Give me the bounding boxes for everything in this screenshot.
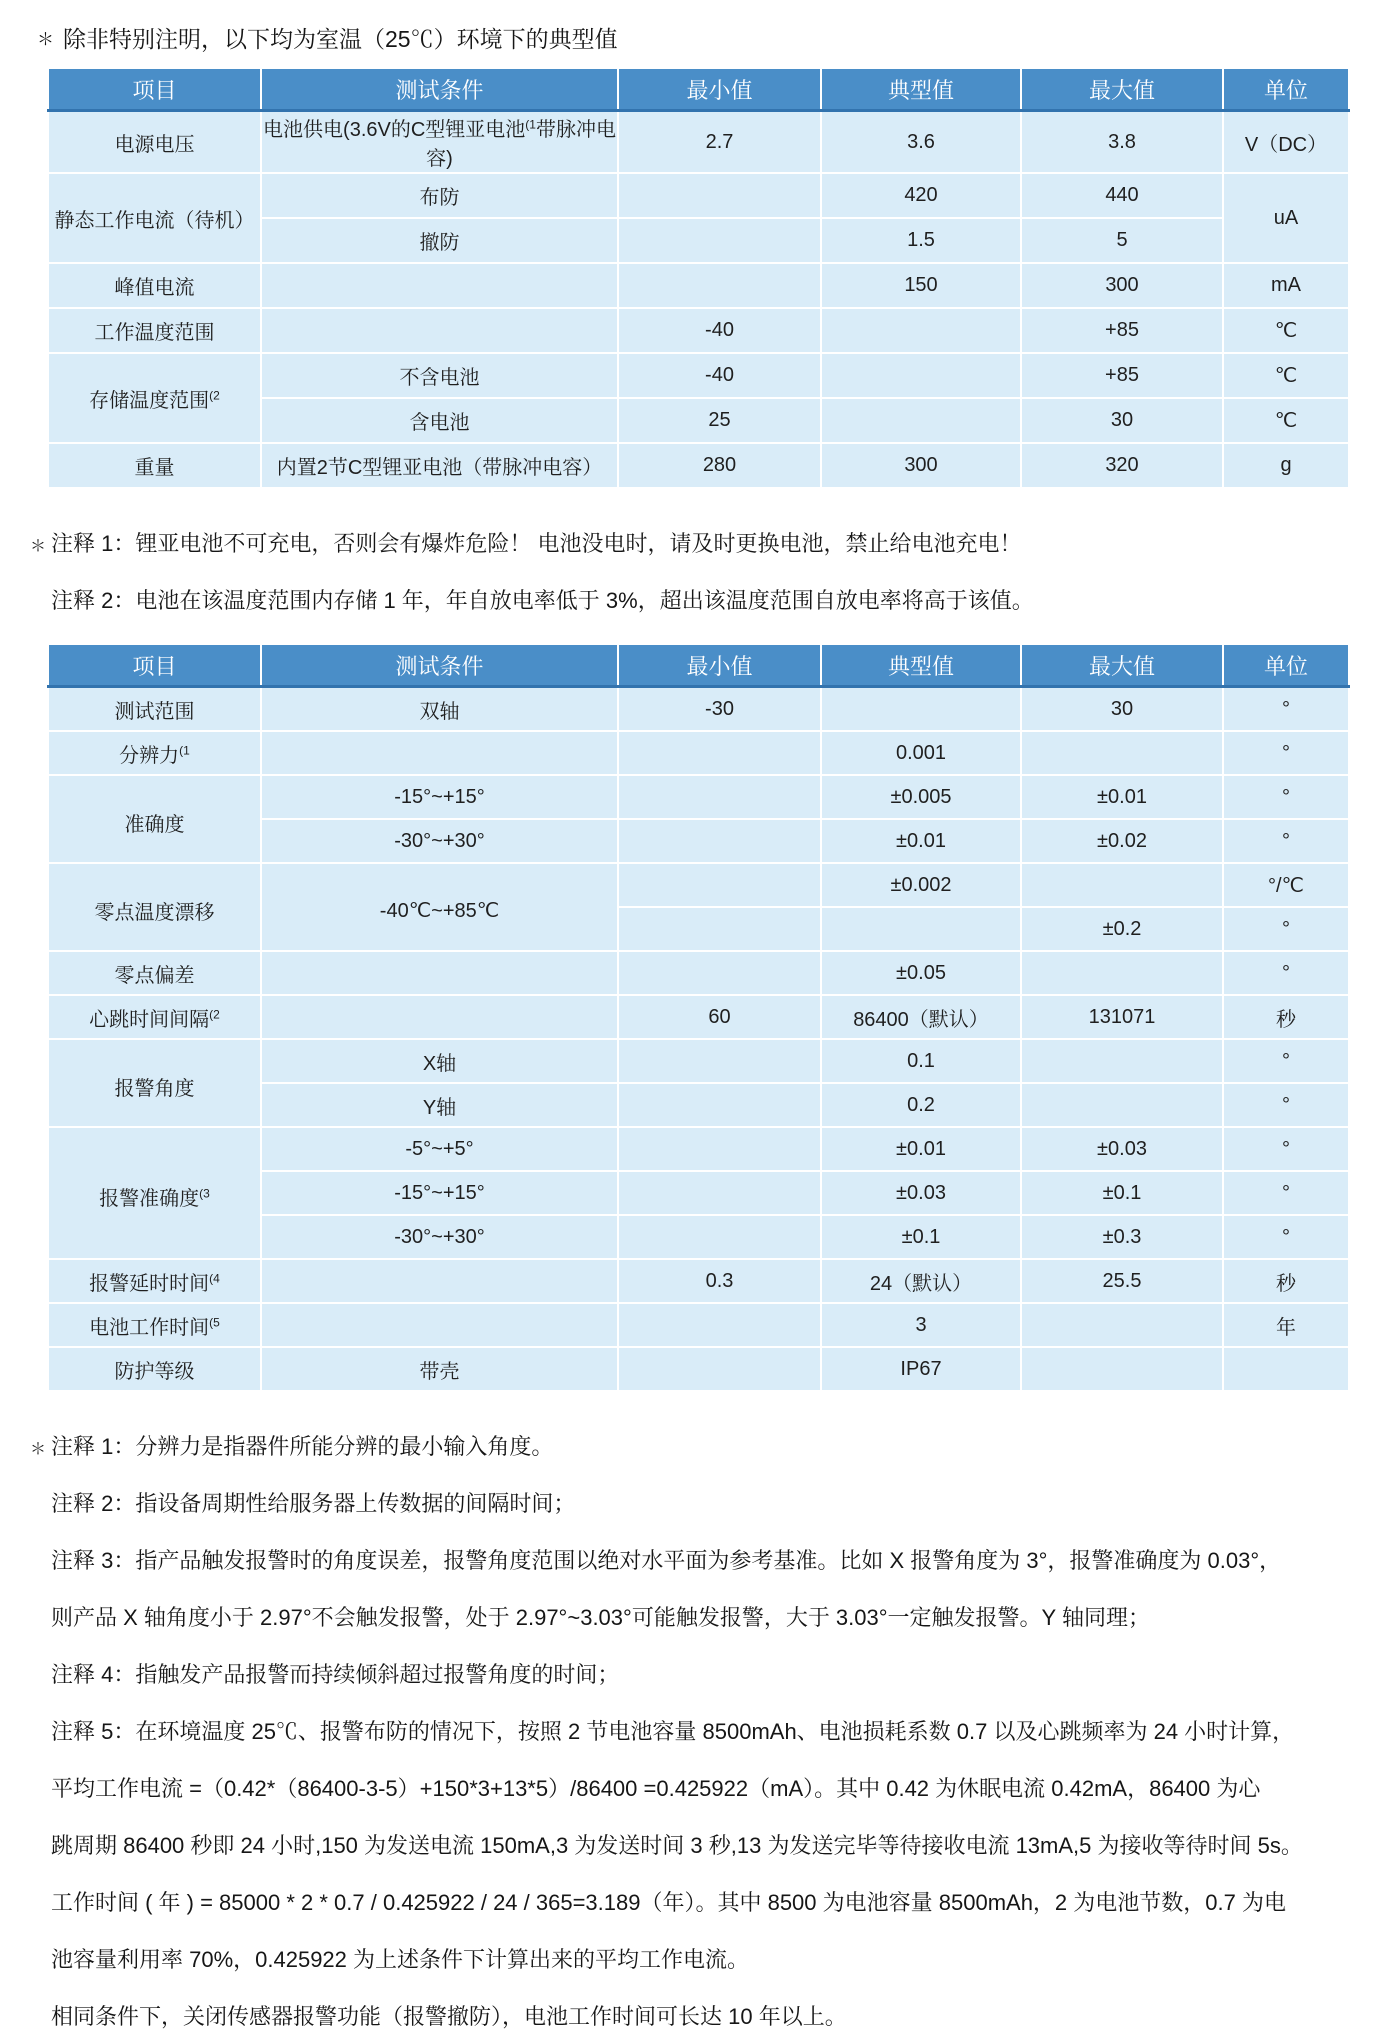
table-header-row	[48, 645, 1349, 687]
cell-cond	[261, 1259, 618, 1303]
cell-typ: 150	[821, 263, 1021, 308]
cell-min	[618, 1303, 821, 1347]
cell-min	[618, 1039, 821, 1083]
cell-item: 心跳时间间隔$^{(2}$	[48, 995, 261, 1039]
table-row	[48, 1347, 1349, 1391]
table-row	[48, 111, 1349, 174]
cell-cond	[261, 308, 618, 353]
cell-unit: °	[1223, 687, 1349, 732]
cell-unit: °/℃	[1223, 863, 1349, 907]
cell-unit: V（DC）	[1223, 111, 1349, 174]
note-line: 工作时间 ( 年 ) = 85000 * 2 * 0.7 / 0.425922 / 24 / 365=3.189（年）。其中 8500 为电池容量 8500mAh，2 为电池节数，0.7 为电	[51, 1890, 1286, 1915]
asterisk-mark: ＊	[30, 1441, 47, 1458]
note-line: 跳周期 86400 秒即 24 小时,150 为发送电流 150mA,3 为发送时间 3 秒,13 为发送完毕等待接收电流 13mA,5 为接收等待时间 5s。	[51, 1833, 1303, 1858]
cell-item: 重量	[48, 443, 261, 488]
table-row	[48, 775, 1349, 819]
cell-max	[1021, 863, 1223, 907]
mid-notes	[30, 531, 1400, 614]
note-line: 相同条件下，关闭传感器报警功能（报警撤防），电池工作时间可长达 10 年以上。	[51, 2004, 847, 2029]
cell-typ: 3.6	[821, 111, 1021, 174]
table-row	[48, 443, 1349, 488]
cell-unit: ℃	[1223, 353, 1349, 398]
cell-max: ±0.1	[1021, 1171, 1223, 1215]
table-row	[48, 731, 1349, 775]
cell-cond: -30°~+30°	[261, 819, 618, 863]
cell-min	[618, 951, 821, 995]
cell-cond	[261, 1303, 618, 1347]
cell-cond	[261, 995, 618, 1039]
cell-unit: °	[1223, 1171, 1349, 1215]
note-line: ＊ 注释 1：分辨力是指器件所能分辨的最小输入角度。	[51, 1434, 1400, 1460]
cell-max: 25.5	[1021, 1259, 1223, 1303]
cell-max	[1021, 1083, 1223, 1127]
angle-spec-table	[47, 645, 1350, 1392]
cell-unit: 年	[1223, 1303, 1349, 1347]
cell-unit: ℃	[1223, 308, 1349, 353]
cell-min	[618, 218, 821, 263]
cell-cond: -40℃~+85℃	[261, 863, 618, 951]
cell-max: 30	[1021, 398, 1223, 443]
cell-cond: -15°~+15°	[261, 775, 618, 819]
cell-max: 30	[1021, 687, 1223, 732]
cell-item: 电池工作时间$^{(5}$	[48, 1303, 261, 1347]
col-header-unit: 单位	[1223, 69, 1349, 111]
cell-unit: 秒	[1223, 995, 1349, 1039]
cell-max: ±0.01	[1021, 775, 1223, 819]
cell-typ: ±0.1	[821, 1215, 1021, 1259]
table-row	[48, 687, 1349, 732]
note-line: 注释 2：指设备周期性给服务器上传数据的间隔时间；	[51, 1491, 576, 1516]
cell-typ: ±0.01	[821, 819, 1021, 863]
cell-cond: X轴	[261, 1039, 618, 1083]
cell-max	[1021, 731, 1223, 775]
cell-cond: 含电池	[261, 398, 618, 443]
cell-cond: 不含电池	[261, 353, 618, 398]
cell-max: 300	[1021, 263, 1223, 308]
cell-min: -40	[618, 308, 821, 353]
col-header-min: 最小值	[618, 69, 821, 111]
cell-max: +85	[1021, 308, 1223, 353]
note-line: 注释 3：指产品触发报警时的角度误差，报警角度范围以绝对水平面为参考基准。比如 X 报警角度为 3°，报警准确度为 0.03°，	[51, 1548, 1282, 1573]
cell-min	[618, 775, 821, 819]
cell-unit	[1223, 1347, 1349, 1391]
cell-cond	[261, 263, 618, 308]
cell-typ	[821, 353, 1021, 398]
col-header-typical: 典型值	[821, 69, 1021, 111]
cell-unit: 秒	[1223, 1259, 1349, 1303]
cell-cond: 电池供电(3.6V的C型锂亚电池$^{(1}$带脉冲电容)	[261, 111, 618, 174]
cell-min: 25	[618, 398, 821, 443]
cell-max	[1021, 1039, 1223, 1083]
col-header-condition: 测试条件	[261, 69, 618, 111]
cell-max: ±0.03	[1021, 1127, 1223, 1171]
cell-typ: IP67	[821, 1347, 1021, 1391]
cell-item: 电源电压	[48, 111, 261, 174]
cell-unit: °	[1223, 1083, 1349, 1127]
cell-unit: °	[1223, 907, 1349, 951]
table-row	[48, 951, 1349, 995]
cell-max: 131071	[1021, 995, 1223, 1039]
table-row	[48, 995, 1349, 1039]
cell-cond: 布防	[261, 173, 618, 218]
table-row	[48, 173, 1349, 218]
cell-typ: 1.5	[821, 218, 1021, 263]
cell-item: 分辨力$^{(1}$	[48, 731, 261, 775]
table-row	[48, 308, 1349, 353]
cell-max	[1021, 1303, 1223, 1347]
col-header-item: 项目	[48, 645, 261, 687]
cell-typ: ±0.002	[821, 863, 1021, 907]
cell-typ: 0.2	[821, 1083, 1021, 1127]
cell-min	[618, 731, 821, 775]
table-row	[48, 1127, 1349, 1171]
cell-unit: °	[1223, 1215, 1349, 1259]
cell-max: ±0.3	[1021, 1215, 1223, 1259]
cell-unit: °	[1223, 951, 1349, 995]
cell-unit: °	[1223, 1127, 1349, 1171]
cell-typ: 300	[821, 443, 1021, 488]
cell-min	[618, 1171, 821, 1215]
footnote-marker: (4	[209, 1270, 220, 1285]
cell-min	[618, 907, 821, 951]
cell-item: 防护等级	[48, 1347, 261, 1391]
cell-item: 报警延时时间$^{(4}$	[48, 1259, 261, 1303]
cell-typ: 420	[821, 173, 1021, 218]
top-note-text: 除非特别注明，以下均为室温（25℃）环境下的典型值	[63, 26, 618, 52]
col-header-item: 项目	[48, 69, 261, 111]
table-header-row	[48, 69, 1349, 111]
cell-cond: 双轴	[261, 687, 618, 732]
footnote-marker: (1	[179, 742, 190, 757]
cell-min	[618, 263, 821, 308]
cell-min	[618, 819, 821, 863]
cell-min: 280	[618, 443, 821, 488]
col-header-condition: 测试条件	[261, 645, 618, 687]
table-row	[48, 263, 1349, 308]
cell-max	[1021, 951, 1223, 995]
cell-typ: 24（默认）	[821, 1259, 1021, 1303]
cell-unit: g	[1223, 443, 1349, 488]
asterisk-mark: ＊	[37, 30, 54, 49]
cell-cond: -15°~+15°	[261, 1171, 618, 1215]
cell-typ	[821, 308, 1021, 353]
cell-max: 5	[1021, 218, 1223, 263]
electrical-spec-table	[47, 69, 1350, 489]
table-row	[48, 1259, 1349, 1303]
cell-unit: mA	[1223, 263, 1349, 308]
footnote-marker: (2	[209, 1006, 220, 1021]
table-row	[48, 1039, 1349, 1083]
bottom-notes	[30, 1434, 1400, 2030]
spec-page	[0, 26, 1400, 2030]
note-line: 平均工作电流 =（0.42*（86400-3-5）+150*3+13*5）/86400 =0.425922（mA）。其中 0.42 为休眠电流 0.42mA，86400 为心	[51, 1776, 1261, 1801]
cell-min	[618, 173, 821, 218]
cell-typ	[821, 687, 1021, 732]
cell-max: +85	[1021, 353, 1223, 398]
cell-typ: ±0.03	[821, 1171, 1021, 1215]
note-line: 注释 2：电池在该温度范围内存储 1 年，年自放电率低于 3%，超出该温度范围自放电率将高于该值。	[51, 588, 1034, 613]
cell-cond	[261, 731, 618, 775]
note-line: 则产品 X 轴角度小于 2.97°不会触发报警，处于 2.97°~3.03°可能触发报警，大于 3.03°一定触发报警。Y 轴同理；	[51, 1605, 1150, 1630]
cell-item: 报警准确度$^{(3}$	[48, 1127, 261, 1259]
cell-unit: °	[1223, 775, 1349, 819]
cell-unit: °	[1223, 731, 1349, 775]
cell-item: 零点偏差	[48, 951, 261, 995]
cell-unit: uA	[1223, 173, 1349, 263]
cell-max: ±0.2	[1021, 907, 1223, 951]
note-line: 注释 5：在环境温度 25℃、报警布防的情况下，按照 2 节电池容量 8500mAh、电池损耗系数 0.7 以及心跳频率为 24 小时计算，	[51, 1719, 1295, 1744]
cell-cond: 内置2节C型锂亚电池（带脉冲电容）	[261, 443, 618, 488]
cell-item: 测试范围	[48, 687, 261, 732]
cell-min	[618, 1083, 821, 1127]
asterisk-mark: ＊	[30, 538, 47, 555]
cell-max	[1021, 1347, 1223, 1391]
note-line: 注释 4：指触发产品报警而持续倾斜超过报警角度的时间；	[51, 1662, 620, 1687]
footnote-marker: (1	[525, 117, 536, 132]
cell-max: ±0.02	[1021, 819, 1223, 863]
cell-cond	[261, 951, 618, 995]
cell-typ: 0.001	[821, 731, 1021, 775]
cell-max: 320	[1021, 443, 1223, 488]
table-row	[48, 863, 1349, 907]
cell-item: 零点温度漂移	[48, 863, 261, 951]
cell-max: 440	[1021, 173, 1223, 218]
cell-max: 3.8	[1021, 111, 1223, 174]
footnote-marker: (2	[209, 387, 220, 402]
note-line: ＊ 注释 1：锂亚电池不可充电，否则会有爆炸危险！ 电池没电时，请及时更换电池，禁止给电池充电！	[51, 531, 1400, 557]
cell-item: 工作温度范围	[48, 308, 261, 353]
table-row	[48, 1303, 1349, 1347]
cell-min	[618, 1127, 821, 1171]
cell-typ	[821, 907, 1021, 951]
cell-min: 2.7	[618, 111, 821, 174]
cell-typ: ±0.05	[821, 951, 1021, 995]
cell-cond: 带壳	[261, 1347, 618, 1391]
cell-min: -30	[618, 687, 821, 732]
cell-unit: °	[1223, 1039, 1349, 1083]
col-header-unit: 单位	[1223, 645, 1349, 687]
cell-item: 报警角度	[48, 1039, 261, 1127]
cell-typ: 86400（默认）	[821, 995, 1021, 1039]
col-header-max: 最大值	[1021, 645, 1223, 687]
cell-typ: ±0.005	[821, 775, 1021, 819]
cell-min: 0.3	[618, 1259, 821, 1303]
cell-min	[618, 1215, 821, 1259]
cell-typ: ±0.01	[821, 1127, 1021, 1171]
col-header-min: 最小值	[618, 645, 821, 687]
cell-typ	[821, 398, 1021, 443]
cell-item: 准确度	[48, 775, 261, 863]
table-row	[48, 353, 1349, 398]
cell-cond: Y轴	[261, 1083, 618, 1127]
cell-min: -40	[618, 353, 821, 398]
cell-min	[618, 1347, 821, 1391]
cell-min: 60	[618, 995, 821, 1039]
cell-item: 峰值电流	[48, 263, 261, 308]
cell-cond: 撤防	[261, 218, 618, 263]
cell-unit: °	[1223, 819, 1349, 863]
cell-item: 静态工作电流（待机）	[48, 173, 261, 263]
cell-unit: ℃	[1223, 398, 1349, 443]
top-note	[37, 26, 1400, 53]
col-header-max: 最大值	[1021, 69, 1223, 111]
footnote-marker: (5	[209, 1314, 220, 1329]
cell-item: 存储温度范围$^{(2}$	[48, 353, 261, 443]
footnote-marker: (3	[199, 1186, 210, 1201]
col-header-typical: 典型值	[821, 645, 1021, 687]
note-line: 池容量利用率 70%，0.425922 为上述条件下计算出来的平均工作电流。	[51, 1947, 750, 1972]
cell-cond: -30°~+30°	[261, 1215, 618, 1259]
cell-typ: 0.1	[821, 1039, 1021, 1083]
cell-min	[618, 863, 821, 907]
cell-typ: 3	[821, 1303, 1021, 1347]
cell-cond: -5°~+5°	[261, 1127, 618, 1171]
